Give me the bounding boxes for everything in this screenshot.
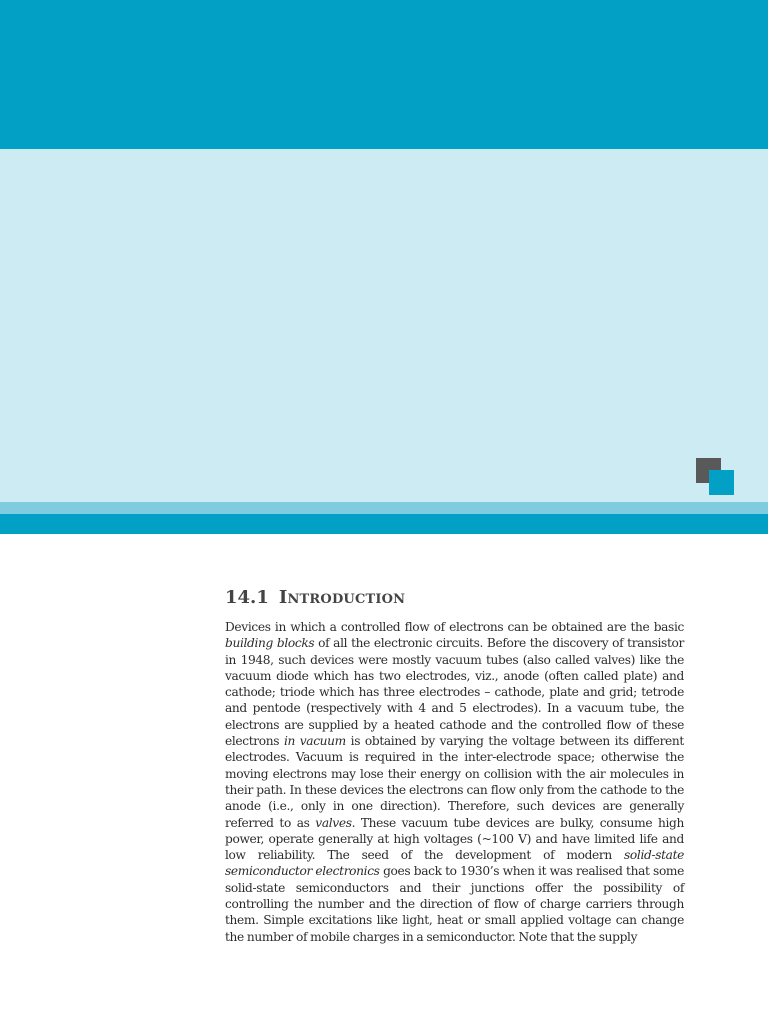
banner-stripe: [0, 502, 768, 514]
emphasis-in-vacuum: in vacuum: [283, 734, 346, 749]
chapter-banner: [0, 149, 768, 502]
header-band: [0, 0, 768, 149]
paragraph-text: of all the electronic circuits. Before the discovery of transistor in 1948, such devices were mostly vacuum tubes (also called valves) like the vacuum diode which has two electrodes, viz., anode (often called plate) and cathode; triode which has three electrodes – cathode, plate and grid; tetrode and pentode (respectively with 4 and 5 electrodes). In a vacuum tube, the electrons are supplied by a heated cathode and the controlled flow of these electrons: [225, 636, 684, 749]
paragraph-text: is obtained by varying the voltage between its different electrodes. Vacuum is required in the inter-electrode space; otherwise the moving electrons may lose their energy on collision with the air molecules in their path. In these devices the electrons can flow only from the cathode to the anode (i.e., only in one direction). Therefore, such devices are generally referred to as: [225, 734, 684, 830]
emphasis-building-blocks: building blocks: [225, 636, 315, 651]
emphasis-valves: valves: [315, 815, 352, 830]
emphasis-solid-state-electronics: solid-state semiconductor electronics: [225, 848, 684, 879]
section-heading: [225, 586, 684, 610]
section-content: [225, 586, 684, 945]
banner-bottom-band: [0, 514, 768, 534]
paragraph-text: Devices in which a controlled flow of electrons can be obtained are the basic: [225, 620, 684, 634]
section-title: Introduction: [278, 587, 406, 608]
intro-paragraph: [225, 619, 684, 945]
paragraph-text: goes back to 1930’s when it was realised that some solid-state semiconductors and their junctions offer the possibility of controlling the number and the direction of flow of charge carriers through them. Simple excitations like light, heat or small applied voltage can change the number of mobile charges in a semiconductor. Note that the supply: [225, 864, 684, 944]
decorative-square-blue: [709, 470, 734, 495]
paragraph-text: . These vacuum tube devices are bulky, consume high power, operate generally at high voltages (~100 V) and have limited life and low reliability. The seed of the development of modern: [225, 815, 684, 863]
section-number: 14.1: [225, 587, 269, 608]
